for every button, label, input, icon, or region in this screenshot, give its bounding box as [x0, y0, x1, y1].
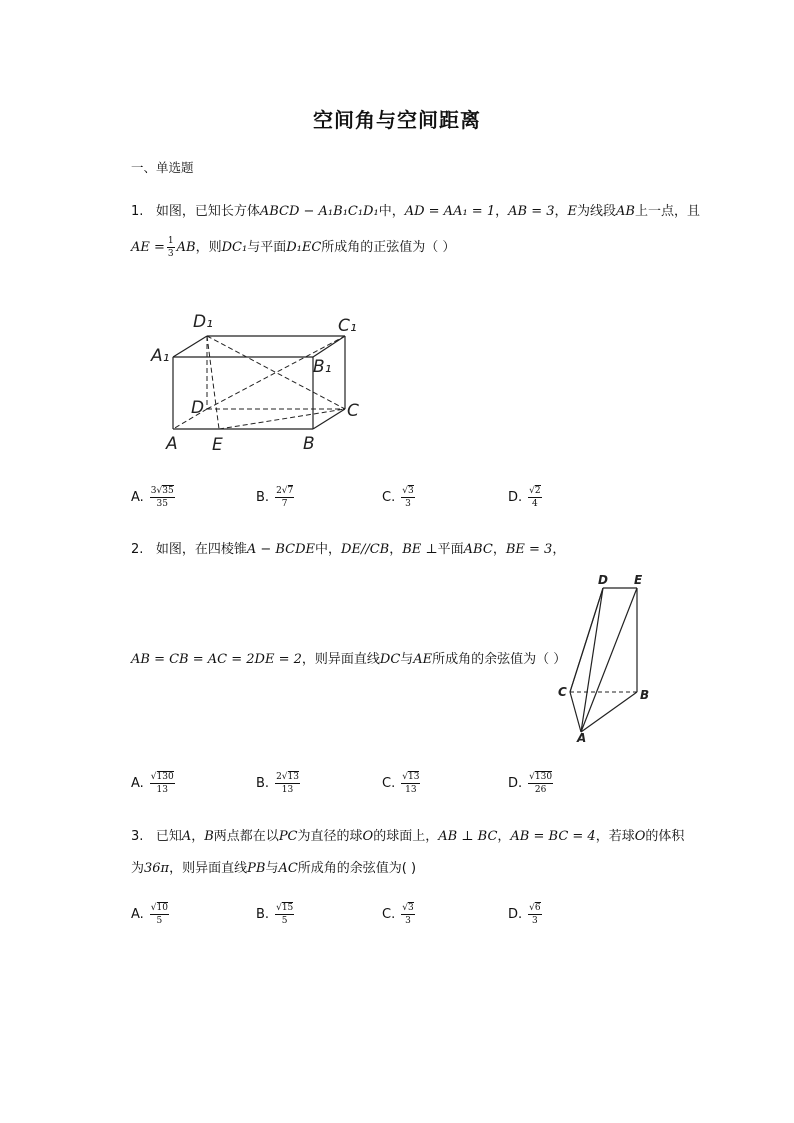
frac-den: 13	[281, 785, 294, 795]
sqrt-sign: √	[529, 903, 535, 913]
label-A1: A₁	[151, 346, 170, 366]
question-text: 上一点，且	[634, 204, 700, 219]
sqrt-sign: √	[402, 486, 408, 496]
q2-option-a[interactable]	[131, 772, 175, 795]
sqrt-sign: √	[529, 486, 535, 496]
frac-num: 1	[167, 236, 174, 246]
punct: ，	[495, 204, 509, 219]
frac-den: 3	[405, 916, 411, 926]
coef: 2	[276, 772, 282, 782]
question-number: 3.	[131, 829, 144, 844]
fraction	[275, 903, 294, 926]
q2-option-c[interactable]	[382, 772, 420, 795]
option-label: A.	[131, 776, 144, 791]
math-expr: AB = CB = AC = 2DE = 2	[131, 652, 302, 667]
question-text: 平面	[437, 542, 464, 557]
label-C1: C₁	[338, 316, 357, 336]
question-text: 中，	[315, 542, 342, 557]
question-text: 的体积	[645, 829, 685, 844]
math-expr: 36π	[144, 861, 170, 876]
question-text: 所成角的正弦值为（ ）	[321, 239, 456, 255]
frac-den: 4	[532, 499, 538, 509]
q2-option-b[interactable]	[256, 772, 300, 795]
math-expr: B	[204, 829, 214, 844]
label-D: D	[191, 398, 205, 418]
question-1-line-2	[131, 236, 455, 259]
question-number: 2.	[131, 542, 144, 557]
fraction	[275, 772, 300, 795]
option-label: C.	[382, 907, 396, 922]
option-label: C.	[382, 776, 396, 791]
sqrt-sign: √	[402, 772, 408, 782]
pyramid-figure	[554, 570, 664, 745]
coef: 2	[276, 486, 282, 496]
question-text: 所成角的余弦值为( )	[297, 861, 417, 876]
frac-den: 3	[167, 249, 174, 259]
frac-den: 13	[156, 785, 168, 795]
q1-option-b[interactable]	[256, 486, 294, 509]
question-text: 为直径的球	[297, 829, 363, 844]
math-expr: E	[567, 204, 578, 219]
q2-option-d[interactable]	[508, 772, 553, 795]
math-expr: BE ⊥	[402, 542, 438, 557]
question-number: 1.	[131, 204, 144, 219]
punct: ，	[191, 829, 205, 844]
question-text: 所成角的余弦值为（ ）	[432, 652, 567, 667]
option-label: C.	[382, 490, 396, 505]
radicand: 10	[156, 903, 168, 913]
q3-option-d[interactable]	[508, 903, 542, 926]
q1-option-d[interactable]	[508, 486, 542, 509]
label-A: A	[166, 434, 178, 454]
math-expr: AB = 3	[508, 204, 555, 219]
math-expr: AD = AA₁ = 1	[404, 204, 496, 219]
frac-den: 35	[156, 499, 168, 509]
frac-den: 5	[156, 916, 163, 926]
sqrt-sign: √	[281, 772, 288, 782]
sqrt-sign: √	[156, 486, 163, 496]
question-text: 如图，已知长方体	[155, 204, 260, 219]
fraction	[401, 772, 420, 795]
label-B1: B₁	[313, 357, 332, 377]
fraction	[150, 903, 169, 926]
sqrt-sign: √	[150, 903, 157, 913]
math-expr: AB = BC = 4	[510, 829, 596, 844]
math-expr: D₁EC	[286, 239, 322, 255]
fraction	[401, 903, 414, 926]
math-expr: AB	[616, 204, 635, 219]
option-label: D.	[508, 907, 523, 922]
option-label: D.	[508, 776, 523, 791]
fraction	[150, 486, 175, 509]
radicand: 130	[534, 772, 553, 782]
question-text: 两点都在以	[213, 829, 279, 844]
q3-option-a[interactable]	[131, 903, 169, 926]
cuboid-figure	[140, 305, 380, 460]
math-expr: DC₁	[221, 239, 248, 255]
q3-option-b[interactable]	[256, 903, 294, 926]
radicand: 6	[534, 903, 541, 913]
fraction	[150, 772, 175, 795]
question-text: 为	[131, 861, 145, 876]
math-expr: BE = 3	[505, 542, 553, 557]
radicand: 15	[281, 903, 294, 913]
option-label: A.	[131, 490, 144, 505]
question-3-line-1	[131, 827, 684, 847]
punct: ，	[389, 542, 403, 557]
radicand: 3	[407, 903, 414, 913]
label-C: C	[347, 401, 359, 421]
math-expr: AC	[278, 861, 298, 876]
label-E: E	[212, 435, 223, 455]
math-expr: AB	[176, 239, 196, 255]
question-1-line-1	[131, 202, 700, 222]
option-label: B.	[256, 490, 270, 505]
question-text: ，若球	[595, 829, 635, 844]
frac-den: 3	[405, 499, 411, 509]
sqrt-sign: √	[150, 772, 157, 782]
q3-option-c[interactable]	[382, 903, 415, 926]
punct: ，	[497, 829, 511, 844]
frac-den: 5	[281, 916, 288, 926]
sqrt-sign: √	[281, 486, 288, 496]
page-title: 空间角与空间距离	[313, 108, 481, 132]
math-expr: PB	[247, 861, 266, 876]
frac-den: 7	[281, 499, 288, 509]
label-D1: D₁	[193, 312, 213, 332]
label-A: A	[577, 731, 587, 745]
punct: ，	[554, 204, 568, 219]
option-label: B.	[256, 907, 270, 922]
q1-option-c[interactable]	[382, 486, 415, 509]
fraction	[528, 772, 553, 795]
sqrt-sign: √	[529, 772, 535, 782]
math-expr: ABC	[463, 542, 493, 557]
question-text: 已知	[155, 829, 182, 844]
radicand: 13	[407, 772, 420, 782]
question-text: 为线段	[577, 204, 617, 219]
radicand: 130	[156, 772, 174, 782]
question-2-line-1	[131, 540, 565, 560]
label-B: B	[303, 434, 315, 454]
math-expr: AB ⊥ BC	[438, 829, 498, 844]
fraction	[401, 486, 414, 509]
question-text: 与平面	[247, 239, 287, 255]
question-3-line-2	[131, 859, 416, 879]
fraction	[528, 903, 541, 926]
question-text: 与	[400, 652, 414, 667]
label-D: D	[598, 573, 608, 587]
math-expr: AE	[413, 652, 433, 667]
option-label: D.	[508, 490, 523, 505]
radicand: 13	[287, 772, 299, 782]
sqrt-sign: √	[402, 903, 408, 913]
question-text: 与	[265, 861, 279, 876]
option-label: B.	[256, 776, 270, 791]
frac-den: 26	[534, 785, 547, 795]
math-expr: O	[634, 829, 646, 844]
math-expr: DE//CB	[341, 542, 390, 557]
math-expr: A	[181, 829, 192, 844]
question-text: 中，	[378, 204, 405, 219]
question-text: ，则	[195, 239, 222, 255]
frac-den: 3	[532, 916, 538, 926]
question-text: 如图，在四棱锥	[155, 542, 247, 557]
math-expr: DC	[379, 652, 401, 667]
math-expr: PC	[278, 829, 298, 844]
radicand: 7	[287, 486, 294, 496]
question-text: ，则异面直线	[169, 861, 248, 876]
section-heading: 一、单选题	[131, 160, 194, 175]
math-expr: ABCD − A₁B₁C₁D₁	[259, 204, 379, 219]
option-label: A.	[131, 907, 144, 922]
math-expr: O	[362, 829, 374, 844]
fraction	[528, 486, 541, 509]
label-E: E	[634, 573, 643, 587]
radicand: 35	[162, 486, 174, 496]
radicand: 2	[534, 486, 541, 496]
frac-den: 13	[405, 785, 417, 795]
fraction	[167, 236, 175, 259]
punct: ，	[552, 542, 566, 557]
punct: ，	[492, 542, 506, 557]
label-C: C	[558, 685, 567, 699]
math-expr: AE =	[131, 239, 165, 255]
coef: 3	[150, 486, 157, 496]
q1-option-a[interactable]	[131, 486, 175, 509]
question-text: ，则异面直线	[301, 652, 380, 667]
label-B: B	[640, 688, 650, 702]
question-2-line-2	[131, 650, 566, 670]
math-expr: A − BCDE	[246, 542, 316, 557]
sqrt-sign: √	[276, 903, 282, 913]
radicand: 3	[407, 486, 414, 496]
fraction	[275, 486, 294, 509]
question-text: 的球面上，	[373, 829, 439, 844]
